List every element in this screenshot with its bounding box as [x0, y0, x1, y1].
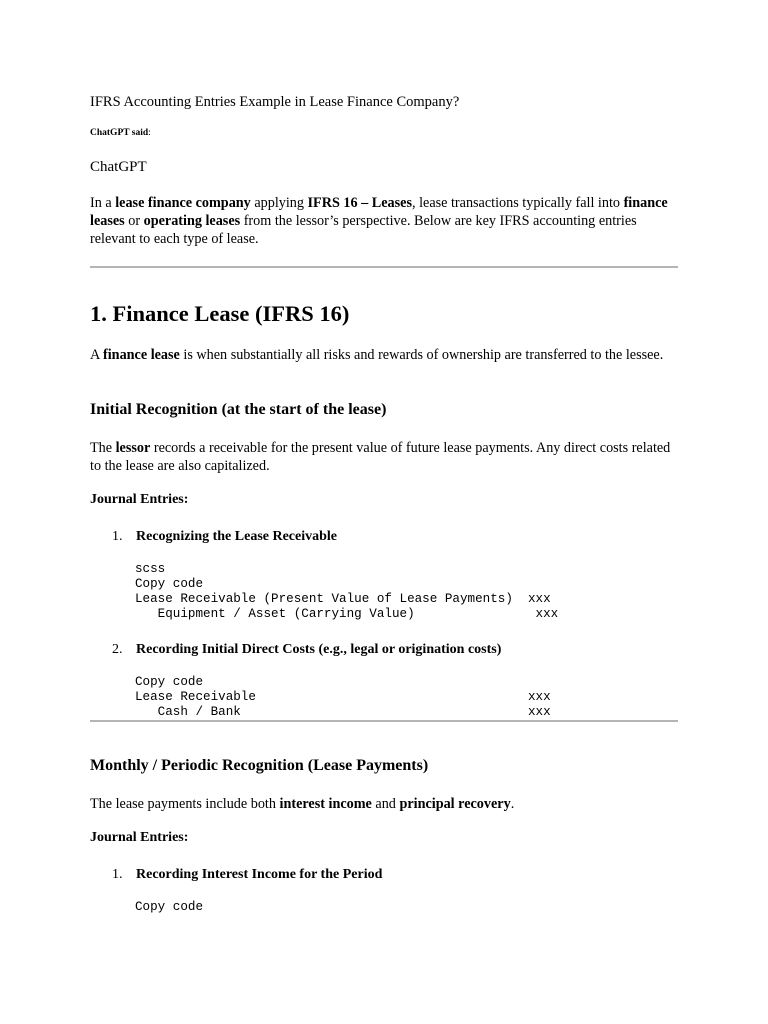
- horizontal-divider: [90, 266, 678, 268]
- list-item-title: Recording Initial Direct Costs (e.g., legal or origination costs): [136, 642, 502, 657]
- intro-paragraph: [90, 194, 682, 248]
- lessor-text: records a receivable for the present value of future lease payments. Any direct costs related to the lease are also capitalized.: [90, 440, 671, 474]
- speaker-label-text: ChatGPT said: [90, 128, 149, 138]
- intro-text: or: [124, 213, 144, 229]
- list-number: 1.: [112, 867, 123, 882]
- list-item-title: Recording Interest Income for the Period: [136, 867, 383, 882]
- horizontal-divider: [90, 720, 678, 722]
- definition-bold: finance lease: [103, 347, 180, 363]
- lessor-text: The: [90, 440, 116, 456]
- intro-bold: lease finance company: [115, 195, 251, 211]
- intro-text: applying: [250, 195, 308, 211]
- list-item: [112, 642, 501, 658]
- list-item: [112, 867, 382, 883]
- payments-text: The lease payments include both: [90, 796, 280, 812]
- code-block: scss Copy code Lease Receivable (Present Value of Lease Payments) xxx Equipment / Asset (Carrying Value) xxx: [135, 562, 559, 621]
- intro-text: In a: [90, 195, 116, 211]
- definition-text: is when substantially all risks and rewards of ownership are transferred to the lessee.: [179, 347, 664, 363]
- intro-bold: finance leases: [90, 195, 668, 229]
- list-item: [112, 529, 337, 545]
- code-block: Copy code Lease Receivable xxx Cash / Bank xxx: [135, 675, 551, 719]
- list-item-title: Recognizing the Lease Receivable: [136, 529, 338, 544]
- definition-text: A: [90, 347, 104, 363]
- journal-entries-label: Journal Entries:: [90, 492, 189, 507]
- speaker-label: [90, 128, 151, 138]
- journal-entries-label: Journal Entries:: [90, 830, 189, 845]
- initial-recognition-heading: Initial Recognition (at the start of the lease): [90, 401, 387, 418]
- list-number: 1.: [112, 529, 123, 544]
- list-number: 2.: [112, 642, 123, 657]
- payments-bold: interest income: [279, 796, 372, 812]
- section-heading: 1. Finance Lease (IFRS 16): [90, 301, 350, 326]
- intro-text: , lease transactions typically fall into: [411, 195, 624, 211]
- payments-paragraph: [90, 795, 682, 813]
- user-question: IFRS Accounting Entries Example in Lease Finance Company?: [90, 94, 460, 110]
- lessor-bold: lessor: [115, 440, 151, 456]
- intro-bold: operating leases: [143, 213, 241, 229]
- definition-paragraph: [90, 346, 682, 364]
- intro-text: from the lessor’s perspective. Below are key IFRS accounting entries relevant to each type of lease.: [90, 213, 637, 247]
- intro-bold: IFRS 16 – Leases: [307, 195, 412, 211]
- payments-text: .: [510, 796, 515, 812]
- payments-bold: principal recovery: [399, 796, 511, 812]
- payments-text: and: [371, 796, 400, 812]
- code-block: Copy code: [135, 900, 204, 914]
- author-name: ChatGPT: [90, 159, 147, 175]
- monthly-recognition-heading: Monthly / Periodic Recognition (Lease Payments): [90, 757, 429, 774]
- speaker-label-colon: :: [148, 128, 151, 138]
- lessor-paragraph: [90, 439, 682, 475]
